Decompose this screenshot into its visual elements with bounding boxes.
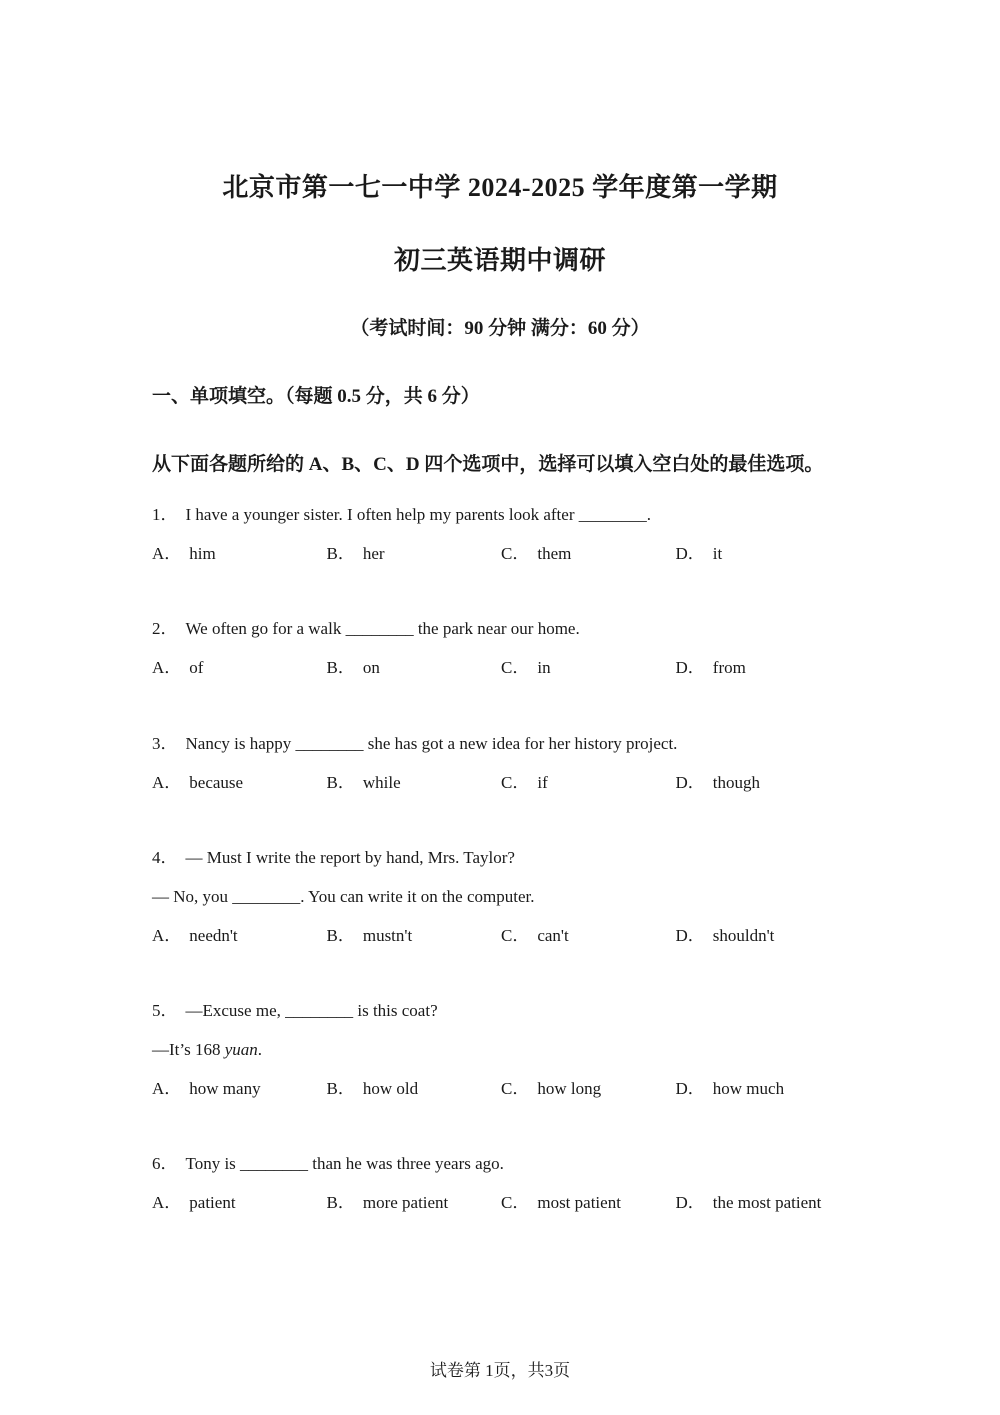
question-stem: [152, 1152, 872, 1191]
exam-title: 北京市第一七一中学 2024-2025 学年度第一学期: [222, 173, 778, 202]
question-number: 3．: [152, 734, 178, 753]
section-instruction: 从下面各题所给的 A、B、C、D 四个选项中，选择可以填入空白处的最佳选项。: [152, 454, 824, 475]
question-stem: [152, 503, 872, 542]
option-b: B． on: [326, 658, 380, 677]
question-stem: [152, 617, 872, 656]
answer-options: [152, 771, 872, 795]
option-a: A． how many: [152, 1079, 261, 1098]
question-number: 4．: [152, 848, 178, 867]
option-a: A． because: [152, 773, 244, 792]
question-text-line2: —It’s 168 yuan.: [152, 1040, 263, 1059]
question-number: 6．: [152, 1154, 178, 1173]
option-a: A． patient: [152, 1193, 236, 1212]
option-a: A． him: [152, 544, 216, 563]
question-2: [152, 617, 872, 680]
question-number: 5．: [152, 1001, 178, 1020]
question-text: —Excuse me, ________ is this coat?: [185, 1001, 438, 1020]
question-stem: [152, 846, 872, 885]
question-stem: [152, 999, 872, 1038]
option-a: A． needn't: [152, 926, 238, 945]
section-heading: 一、单项填空。（每题 0.5 分，共 6 分）: [152, 386, 480, 407]
option-b: B． more patient: [326, 1193, 449, 1212]
option-d: D． from: [675, 658, 746, 677]
question-number: 1．: [152, 505, 178, 524]
answer-options: [152, 656, 872, 680]
question-text: — Must I write the report by hand, Mrs. Taylor?: [185, 848, 515, 867]
option-a: A． of: [152, 658, 204, 677]
option-c: C． if: [501, 773, 548, 792]
option-c: C． most patient: [501, 1193, 621, 1212]
question-4: [152, 846, 872, 948]
question-6: [152, 1152, 872, 1215]
question-5: [152, 999, 872, 1101]
option-d: D． though: [675, 773, 761, 792]
answer-options: [152, 542, 872, 566]
option-b: B． while: [326, 773, 401, 792]
question-1: [152, 503, 872, 566]
option-c: C． in: [501, 658, 551, 677]
question-stem: [152, 732, 872, 771]
question-number: 2．: [152, 619, 178, 638]
option-c: C． them: [501, 544, 572, 563]
question-text-line2: — No, you ________. You can write it on the computer.: [152, 887, 535, 906]
option-c: C． can't: [501, 926, 569, 945]
option-d: D． how much: [675, 1079, 785, 1098]
option-d: D． it: [675, 544, 723, 563]
question-text: We often go for a walk ________ the park near our home.: [185, 619, 580, 638]
option-d: D． the most patient: [675, 1193, 822, 1212]
answer-options: [152, 1191, 872, 1215]
option-b: B． mustn't: [326, 926, 413, 945]
answer-options: [152, 1077, 872, 1101]
option-b: B． how old: [326, 1079, 419, 1098]
question-text: I have a younger sister. I often help my parents look after ________.: [185, 505, 651, 524]
page-footer: 试卷第 1页，共3页: [429, 1361, 571, 1380]
question-text: Nancy is happy ________ she has got a new idea for her history project.: [185, 734, 678, 753]
question-3: [152, 732, 872, 795]
exam-info: （考试时间：90 分钟 满分：60 分）: [350, 318, 650, 339]
question-text: Tony is ________ than he was three years ago.: [185, 1154, 504, 1173]
exam-subtitle: 初三英语期中调研: [393, 246, 606, 275]
option-b: B． her: [326, 544, 385, 563]
option-c: C． how long: [501, 1079, 602, 1098]
answer-options: [152, 924, 872, 948]
option-d: D． shouldn't: [675, 926, 775, 945]
